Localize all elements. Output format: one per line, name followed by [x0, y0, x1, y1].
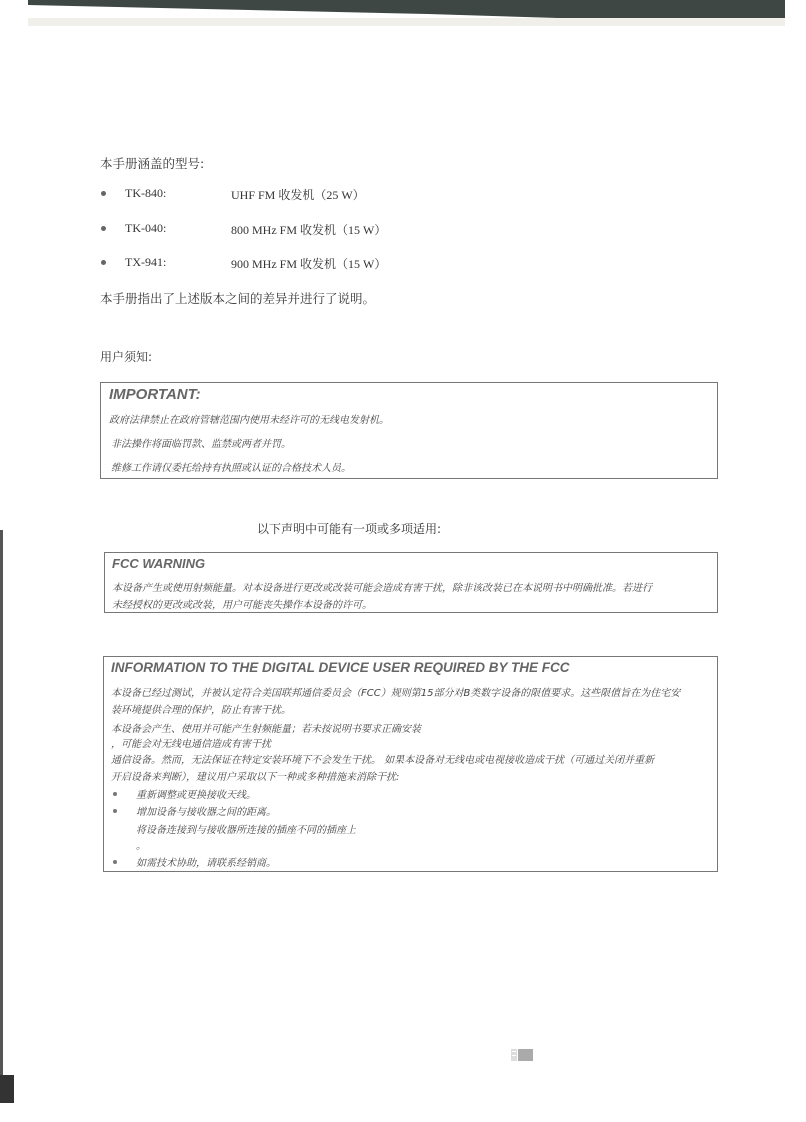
fcc-info-bullet: 重新调整或更换接收天线。	[136, 790, 256, 801]
fcc-info-line: 通信设备。然而，无法保证在特定安装环境下不会发生干扰。 如果本设备对无线电或电视接收造成干扰（可通过关闭并重新	[111, 755, 655, 766]
manual-statement: 本手册指出了上述版本之间的差异并进行了说明。	[100, 291, 376, 306]
important-title: IMPORTANT:	[109, 386, 201, 403]
scan-left-edge-dark	[0, 1075, 14, 1103]
important-box	[100, 382, 718, 479]
fcc-info-line: 开启设备来判断），建议用户采取以下一种或多种措施来消除干扰:	[111, 772, 400, 783]
fcc-info-box	[103, 656, 718, 872]
model-name: TK-840:	[125, 186, 167, 200]
model-desc: 900 MHz FM 收发机（15 W）	[231, 257, 387, 271]
fcc-info-line: ，可能会对无线电通信造成有害干扰	[111, 739, 271, 750]
user-notice-title: 用户须知:	[100, 350, 153, 364]
bullet-icon	[101, 260, 106, 265]
fcc-info-title: INFORMATION TO THE DIGITAL DEVICE USER REQUIRED BY THE FCC	[111, 660, 570, 675]
important-line: 政府法律禁止在政府管辖范围内使用未经许可的无线电发射机。	[109, 415, 389, 426]
bullet-icon	[101, 191, 106, 196]
fcc-info-line: 装环境提供合理的保护，防止有害干扰。	[111, 705, 291, 716]
fcc-info-bullet: 增加设备与接收器之间的距离。	[136, 807, 276, 818]
model-name: TX-941:	[125, 255, 167, 269]
important-line: 维修工作请仅委托给持有执照或认证的合格技术人员。	[111, 463, 351, 474]
scan-top-edge	[28, 0, 785, 26]
fcc-info-line: 本设备会产生、使用并可能产生射频能量；若未按说明书要求正确安装	[111, 724, 421, 735]
models-intro: 本手册涵盖的型号:	[100, 156, 205, 171]
bullet-icon	[113, 860, 117, 864]
scan-left-edge	[0, 530, 3, 1100]
scan-shadow	[28, 0, 785, 26]
fcc-warning-box	[104, 552, 718, 613]
model-desc: UHF FM 收发机（25 W）	[231, 188, 365, 202]
bullet-icon	[113, 792, 117, 796]
fcc-info-bullet: 。	[136, 841, 146, 852]
fcc-info-bullet: 如需技术协助，请联系经销商。	[136, 858, 276, 869]
model-desc: 800 MHz FM 收发机（15 W）	[231, 223, 387, 237]
fcc-warning-line: 本设备产生或使用射频能量。对本设备进行更改或改装可能会造成有害干扰，除非该改装已在本说明书中明确批准。若进行	[112, 583, 652, 594]
bullet-icon	[113, 809, 117, 813]
page-marker-icon	[511, 1046, 533, 1058]
model-name: TK-040:	[125, 221, 167, 235]
bullet-icon	[101, 226, 106, 231]
fcc-warning-line: 未经授权的更改或改装，用户可能丧失操作本设备的许可。	[112, 600, 372, 611]
fcc-warning-title: FCC WARNING	[112, 556, 206, 571]
fcc-info-bullet: 将设备连接到与接收器所连接的插座不同的插座上	[136, 825, 356, 836]
fcc-info-line: 本设备已经过测试，并被认定符合美国联邦通信委员会（FCC）规则第15部分对B类数字设备的限值要求。这些限值旨在为住宅安	[111, 688, 681, 699]
applicability-note: 以下声明中可能有一项或多项适用:	[257, 522, 442, 536]
important-line: 非法操作将面临罚款、监禁或两者并罚。	[111, 439, 291, 450]
